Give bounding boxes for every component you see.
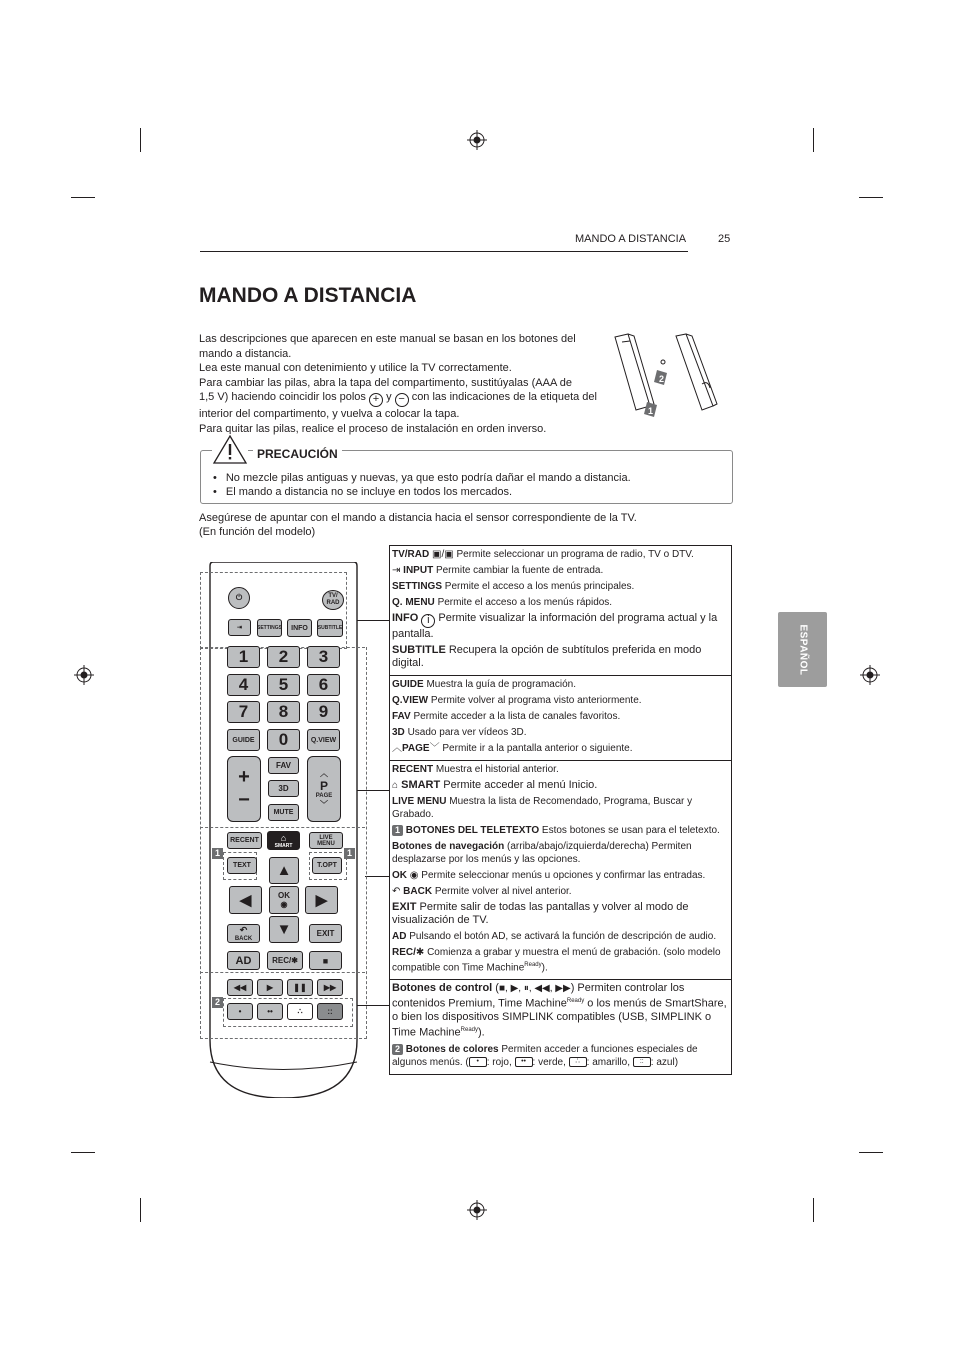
volume-rocker[interactable] [227, 756, 261, 822]
description-section-top [390, 546, 731, 676]
color-red-label: : rojo, [486, 1056, 512, 1068]
description-text: Pulsando el botón AD, se activará la función de descripción de audio. [409, 931, 717, 942]
ready-superscript: Ready [566, 998, 585, 1005]
svg-text:1: 1 [648, 406, 654, 416]
description-row [392, 1043, 729, 1069]
crop-mark [859, 197, 883, 198]
subtitle-button[interactable]: SUBTITLE [317, 619, 343, 637]
number-8-button[interactable]: 8 [267, 701, 300, 723]
number-3-button[interactable]: 3 [307, 646, 340, 668]
description-key: OK [392, 870, 407, 881]
intro-battery-and: y [386, 391, 392, 403]
red-button[interactable] [227, 1003, 253, 1020]
description-row [392, 710, 729, 723]
description-text: Permite seleccionar menús u opciones y confirmar las entradas. [421, 870, 706, 881]
crop-mark [813, 1198, 814, 1222]
description-key: Q.VIEW [392, 695, 429, 706]
description-key: Botones de control [392, 982, 493, 995]
crop-mark [71, 197, 95, 198]
description-row [392, 869, 729, 882]
button-description-table [389, 545, 732, 1075]
fav-button[interactable]: FAV [268, 757, 299, 774]
callout-badge-2: 2 [212, 997, 223, 1008]
asterisk-icon: ✱ [415, 947, 425, 958]
back-label: BACK [234, 936, 253, 942]
description-key: REC/ [392, 947, 416, 958]
nav-left-button[interactable] [229, 886, 262, 914]
recent-button[interactable]: RECENT [227, 832, 262, 849]
color-green-label: : verde, [532, 1056, 566, 1068]
description-row [392, 824, 729, 837]
crop-mark [140, 128, 141, 152]
description-key: Botones de navegación [392, 841, 505, 852]
ready-superscript: Ready [460, 1026, 479, 1033]
number-6-button[interactable]: 6 [307, 674, 340, 696]
crop-mark [813, 128, 814, 152]
description-section-middle [390, 676, 731, 761]
caution-title: PRECAUCIÓN [253, 447, 342, 461]
color-blue-label: : azul) [650, 1056, 679, 1068]
ok-button[interactable] [269, 886, 299, 914]
description-key: 3D [392, 727, 405, 738]
description-key: INFO [392, 612, 419, 624]
intro-battery-pre: 1,5 V) haciendo coincidir los polos [199, 391, 366, 403]
description-text: Permite volver al nivel anterior. [434, 886, 572, 897]
blue-button[interactable] [317, 1003, 343, 1020]
aim-line: Asegúrese de apuntar con el mando a distancia hacia el sensor correspondiente de la TV. [199, 512, 637, 524]
description-text: Permiten acceder a funciones especiales de algunos menús. ( [392, 1043, 698, 1068]
chevron-up-icon: ︿ [320, 769, 328, 778]
description-key: FAV [392, 711, 411, 722]
description-key: Botones de colores [405, 1043, 499, 1055]
description-text: Muestra la lista de Recomendado, Programa, Buscar y Grabado. [392, 796, 693, 820]
description-key: SUBTITLE [392, 644, 446, 656]
live-menu-button[interactable]: LIVE MENU [309, 832, 343, 849]
aim-line: (En función del modelo) [199, 526, 316, 538]
description-row [392, 678, 729, 691]
description-row: Botones de control (■, ▶, ⏸, ◀◀, ▶▶) Permiten controlar los contenidos Premium, Time Machine$^{Ready}$ o los menús de SmartShare, o bien los dispositivos SIMPLINK compatibles (USB, SIMPLINK o Time Machine$^{Ready}$). [392, 982, 727, 1039]
smart-label: SMART [274, 842, 293, 849]
intro-battery [199, 390, 609, 422]
page-title: MANDO A DISTANCIA [199, 284, 417, 307]
description-row: REC/✱ Comienza a grabar y muestra el menú de grabación. (solo modelo compatible con Time Machine$^{Ready}$). [392, 947, 721, 974]
green-button-icon: •• [515, 1057, 533, 1067]
description-text: Recupera la opción de subtítulos preferida en modo digital. [392, 644, 702, 669]
description-key: AD [392, 931, 407, 942]
ok-label: OK [278, 891, 290, 900]
chevron-down-icon: ﹀ [429, 743, 440, 754]
description-key: BACK [403, 886, 433, 897]
back-arrow-icon: ↶ [392, 886, 401, 897]
intro-line: Para cambiar las pilas, abra la tapa del compartimento, sustitúyalas (AAA de [199, 376, 572, 389]
running-header: MANDO A DISTANCIA [575, 233, 687, 245]
description-key: GUIDE [392, 679, 424, 690]
program-page-rocker[interactable] [307, 756, 341, 822]
minus-icon: − [238, 789, 250, 811]
description-text: o los menús de SmartShare, o bien los dispositivos SIMPLINK compatibles (USB, SIMPLINK o Time Machine [392, 997, 727, 1039]
description-row [392, 596, 729, 609]
description-text: Permite salir de todas las pantallas y volver al modo de visualización de TV. [392, 901, 689, 926]
home-icon: ⌂ [392, 780, 399, 791]
topt-button[interactable]: T.OPT [312, 857, 342, 874]
description-row [392, 644, 729, 670]
callout-badge-1: 1 [212, 848, 223, 859]
caution-item: • No mezcle pilas antiguas y nuevas, ya que esto podría dañar el mando a distancia. [213, 471, 631, 485]
description-text: Estos botones se usan para el teletexto. [541, 825, 720, 836]
tv-radio-icon: ▣/▣ [432, 549, 454, 560]
fast-forward-icon: ▶▶ [323, 983, 337, 992]
description-key: SETTINGS [392, 581, 443, 592]
stop-button[interactable] [309, 951, 342, 970]
description-key: SMART [401, 779, 441, 791]
description-row [392, 795, 729, 821]
description-text: Permite el acceso a los menús rápidos. [437, 597, 613, 608]
description-text: Permite visualizar la información del programa actual y la pantalla. [392, 612, 718, 640]
nav-up-button[interactable] [269, 857, 299, 884]
warning-triangle-icon [212, 434, 248, 465]
red-button-icon: • [238, 1007, 242, 1016]
description-row [392, 742, 729, 755]
callout-badge-2: 2 [392, 1044, 403, 1055]
crop-mark [859, 1152, 883, 1153]
settings-button[interactable]: SETTINGS [257, 619, 282, 637]
description-row [392, 580, 729, 593]
description-row [392, 564, 729, 577]
number-9-button[interactable]: 9 [307, 701, 340, 723]
description-key: Q. MENU [392, 597, 435, 608]
description-text: Permite seleccionar un programa de radio, TV o DTV. [456, 549, 694, 560]
number-2-button[interactable]: 2 [267, 646, 300, 668]
mute-button[interactable]: MUTE [268, 804, 299, 821]
description-row [392, 763, 729, 776]
nav-down-button[interactable] [269, 916, 299, 943]
ok-dot-icon: ◉ [280, 900, 288, 909]
input-button[interactable] [228, 619, 251, 636]
description-key: PAGE [402, 743, 430, 754]
play-icon: ▶ [266, 983, 274, 992]
color-yellow-label: : amarillo, [586, 1056, 631, 1068]
intro-line: Las descripciones que aparecen en este manual se basan en los botones del mando a distancia. [199, 333, 576, 360]
aim-note [199, 511, 669, 539]
crop-mark [140, 1198, 141, 1222]
arrow-left-icon: ◀ [239, 892, 252, 909]
description-text: (arriba/abajo/izquierda/derecha) Permiten desplazarse por los menús y las opciones. [392, 841, 692, 865]
program-label: P [319, 779, 328, 793]
caution-item: • El mando a distancia no se incluye en todos los mercados. [213, 485, 631, 499]
info-button[interactable]: INFO [287, 619, 312, 637]
chevron-up-icon: ︿ [392, 743, 402, 754]
intro-battery-post: con las indicaciones de la etiqueta del interior del compartimento, y vuelva a colocar la tapa. [199, 391, 597, 420]
page-label: PAGE [315, 793, 333, 799]
arrow-up-icon: ▲ [276, 862, 292, 879]
back-button[interactable] [227, 924, 260, 943]
page-number: 25 [718, 233, 731, 245]
header-rule [200, 251, 688, 252]
description-key: TV/RAD [392, 549, 430, 560]
asterisk-icon: ✱ [291, 956, 298, 965]
minus-pole-icon: − [395, 393, 409, 407]
playback-controls-icon: ■, ▶, ⏸, ◀◀, ▶▶ [498, 983, 571, 995]
plus-icon: + [238, 766, 250, 788]
number-5-button[interactable]: 5 [267, 674, 300, 696]
number-7-button[interactable]: 7 [227, 701, 260, 723]
stop-icon: ■ [322, 955, 329, 966]
description-text: Permite cambiar la fuente de entrada. [435, 565, 604, 576]
yellow-button-icon: ∴ [297, 1007, 303, 1016]
language-tab [778, 612, 827, 687]
description-row [392, 901, 729, 927]
crop-mark [71, 1152, 95, 1153]
number-0-button[interactable]: 0 [267, 729, 300, 751]
plus-pole-icon: + [369, 393, 383, 407]
ready-superscript: Ready [524, 962, 542, 968]
ok-dot-icon: ◉ [409, 870, 419, 881]
power-button[interactable] [228, 587, 250, 609]
red-button-icon: • [469, 1057, 487, 1067]
blue-button-icon: :: [633, 1057, 651, 1067]
intro-line: Para quitar las pilas, realice el proceso de instalación en orden inverso. [199, 422, 547, 435]
description-text: Permite ir a la pantalla anterior o siguiente. [442, 743, 633, 754]
number-4-button[interactable]: 4 [227, 674, 260, 696]
info-icon: i [421, 614, 435, 628]
description-section-navigation [390, 761, 731, 980]
description-text: Muestra la guía de programación. [426, 679, 576, 690]
nav-right-button[interactable] [305, 886, 338, 914]
rec-button[interactable] [267, 951, 303, 970]
pause-icon: ❚❚ [293, 983, 307, 992]
description-text: Permite acceder a la lista de canales favoritos. [413, 711, 621, 722]
green-button[interactable] [257, 1003, 283, 1020]
description-row [392, 694, 729, 707]
description-row [392, 726, 729, 739]
rec-label: REC/ [272, 956, 292, 965]
ad-button[interactable]: AD [227, 951, 260, 970]
registration-mark-icon [860, 665, 880, 685]
exit-button[interactable]: EXIT [309, 924, 342, 943]
blue-button-icon: :: [327, 1007, 333, 1016]
language-tab-label: ESPAÑOL [797, 623, 808, 676]
power-icon: ⏻ [235, 593, 243, 602]
description-text: Permite el acceso a los menús principales. [444, 581, 635, 592]
callout-badge-1: 1 [392, 825, 403, 836]
callout-badge-1: 1 [344, 848, 355, 859]
qview-button[interactable]: Q.VIEW [307, 729, 340, 751]
description-row [392, 930, 729, 943]
description-text: Permiten controlar los contenidos Premium, Time Machine [392, 982, 685, 1010]
description-key: EXIT [392, 901, 417, 913]
caution-list [213, 471, 631, 499]
arrow-down-icon: ▼ [276, 921, 292, 938]
green-button-icon: •• [267, 1007, 273, 1016]
yellow-button-icon: ∴ [569, 1057, 587, 1067]
guide-button[interactable]: GUIDE [227, 729, 260, 751]
description-key: RECENT [392, 764, 434, 775]
pause-button[interactable] [287, 979, 313, 996]
input-icon: ⇥ [236, 625, 243, 631]
remote-control [209, 562, 358, 1098]
description-row [392, 612, 729, 641]
input-icon: ⇥ [392, 565, 401, 576]
number-1-button[interactable]: 1 [227, 646, 260, 668]
description-key: INPUT [403, 565, 434, 576]
fast-forward-button[interactable] [317, 979, 343, 996]
description-key: LIVE MENU [392, 796, 447, 807]
description-text: Usado para ver vídeos 3D. [407, 727, 527, 738]
description-row [392, 885, 729, 898]
description-section-control [390, 980, 731, 1073]
home-icon: ⌂ [280, 832, 287, 843]
chevron-down-icon: ﹀ [320, 800, 328, 809]
description-text: Comienza a grabar y muestra el menú de grabación. (solo modelo compatible con Time Machine [392, 947, 721, 974]
yellow-button[interactable] [287, 1003, 313, 1020]
intro-line: Lea este manual con detenimiento y utilice la TV correctamente. [199, 362, 512, 374]
3d-button[interactable]: 3D [268, 780, 299, 797]
description-text: Muestra el historial anterior. [435, 764, 559, 775]
description-text: Permite acceder al menú Inicio. [443, 779, 598, 791]
description-row [392, 548, 729, 561]
play-button[interactable] [257, 979, 283, 996]
intro-text [199, 332, 609, 436]
smart-home-button[interactable] [267, 831, 300, 850]
description-text: Permite volver al programa visto anteriormente. [430, 695, 642, 706]
description-key: BOTONES DEL TELETEXTO [405, 825, 540, 836]
rewind-icon: ◀◀ [233, 983, 247, 992]
registration-mark-icon [467, 1200, 487, 1220]
text-button[interactable]: TEXT [227, 857, 257, 874]
back-arrow-icon: ↶ [239, 925, 248, 935]
description-row [392, 840, 729, 866]
registration-mark-icon [467, 130, 487, 150]
svg-text:2: 2 [659, 374, 665, 384]
rewind-button[interactable] [227, 979, 253, 996]
battery-compartment-illustration [610, 332, 725, 420]
tv-rad-button[interactable]: TV/ RAD [322, 590, 344, 610]
arrow-right-icon: ▶ [315, 892, 328, 909]
connector-line [365, 876, 389, 877]
section-frame [200, 572, 347, 649]
description-row [392, 779, 729, 792]
registration-mark-icon [74, 665, 94, 685]
